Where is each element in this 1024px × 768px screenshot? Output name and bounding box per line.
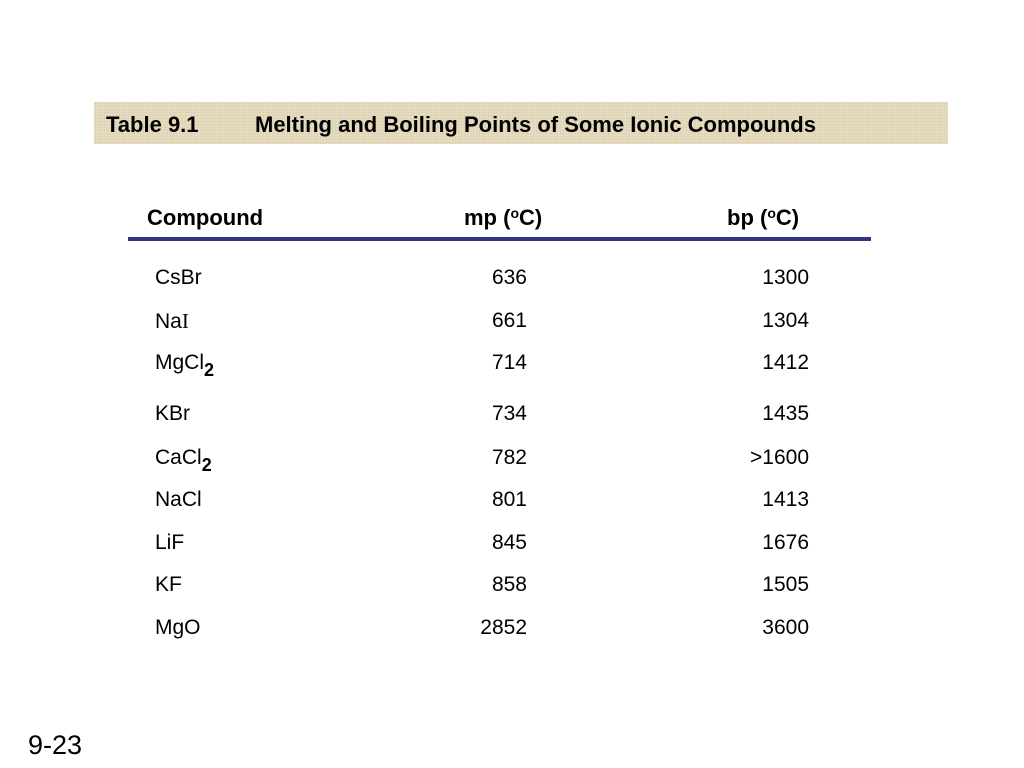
slide-number: 9-23 xyxy=(28,730,83,760)
mp-cell: 714 xyxy=(491,351,527,374)
column-header-mp: mp ($^o$C) xyxy=(464,205,543,230)
mp-cell: 801 xyxy=(491,488,527,511)
table-title-bar xyxy=(94,102,948,144)
table-row xyxy=(0,402,1024,432)
mp-cell: 734 xyxy=(491,402,527,425)
mp-cell: 858 xyxy=(491,573,527,596)
compound-cell: KBr xyxy=(155,402,191,425)
bp-cell: 1435 xyxy=(762,402,809,425)
table-row xyxy=(0,351,1024,381)
compound-cell: KF xyxy=(155,573,182,596)
compound-cell: NaI xyxy=(155,309,189,333)
bp-cell: >1600 xyxy=(750,446,809,469)
compound-cell: CsBr xyxy=(155,266,202,289)
bp-cell: 1300 xyxy=(762,266,809,289)
table-row xyxy=(0,266,1024,296)
mp-cell: 2852 xyxy=(480,616,527,639)
table-row xyxy=(0,531,1024,561)
table-row xyxy=(0,488,1024,518)
bp-cell: 1676 xyxy=(762,531,809,554)
compound-cell: CaCl2 xyxy=(155,446,212,475)
bp-cell: 1505 xyxy=(762,573,809,596)
column-header-compound: Compound xyxy=(147,205,264,230)
mp-cell: 845 xyxy=(491,531,527,554)
header-rule xyxy=(128,237,871,241)
bp-cell: 1304 xyxy=(762,309,809,332)
compound-cell: MgO xyxy=(155,616,201,639)
mp-cell: 661 xyxy=(491,309,527,332)
bp-cell: 1412 xyxy=(762,351,809,374)
compound-cell: NaCl xyxy=(155,488,202,511)
mp-cell: 636 xyxy=(491,266,527,289)
compound-cell: MgCl2 xyxy=(155,351,215,380)
compound-cell: LiF xyxy=(155,531,185,554)
table-row xyxy=(0,616,1024,646)
bp-cell: 1413 xyxy=(762,488,809,511)
table-row xyxy=(0,309,1024,339)
table-row xyxy=(0,446,1024,476)
column-header-bp: bp ($^o$C) xyxy=(727,205,800,230)
table-row xyxy=(0,573,1024,603)
table-title: Melting and Boiling Points of Some Ionic Compounds xyxy=(255,112,816,137)
bp-cell: 3600 xyxy=(762,616,809,639)
table-number: Table 9.1 xyxy=(106,112,199,137)
mp-cell: 782 xyxy=(491,446,527,469)
